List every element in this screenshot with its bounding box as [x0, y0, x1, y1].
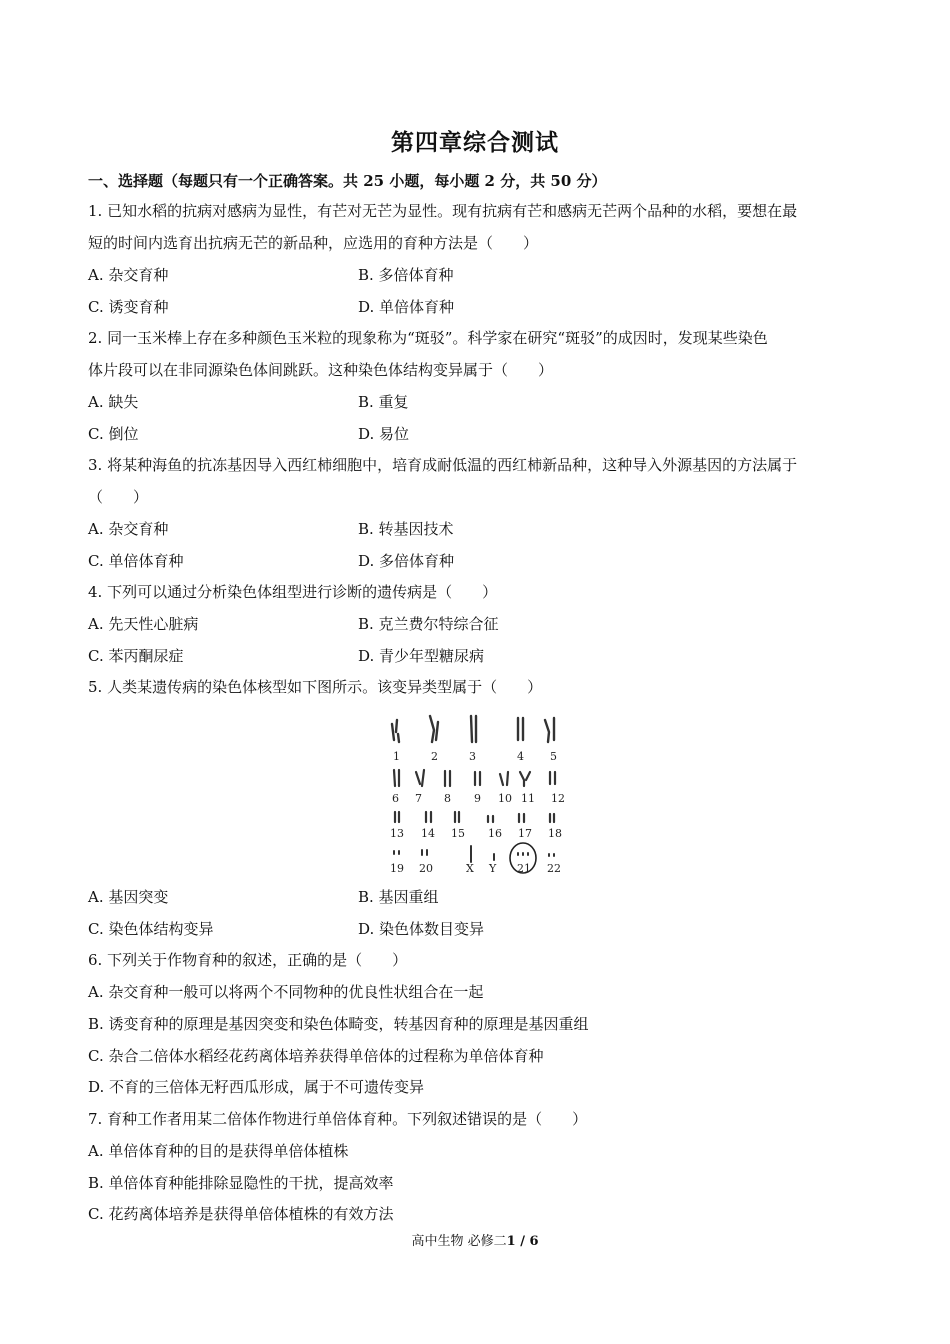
question-2-option-b: B. 重复: [358, 393, 409, 411]
footer-text: 高中生物 必修二: [411, 1234, 507, 1249]
karyotype-label: 17: [518, 827, 532, 840]
question-2-option-c: C. 倒位: [88, 425, 139, 443]
karyotype-label: 5: [550, 750, 557, 763]
karyotype-label: 16: [488, 827, 502, 840]
question-3-option-c: C. 单倍体育种: [88, 552, 184, 570]
question-1-option-a: A. 杂交育种: [88, 266, 169, 284]
karyotype-label: 4: [517, 750, 524, 763]
question-2-option-d: D. 易位: [358, 425, 410, 443]
karyotype-label: 14: [421, 827, 435, 840]
question-7-stem: 7. 育种工作者用某二倍体作物进行单倍体育种。下列叙述错误的是（ ）: [88, 1110, 588, 1128]
karyotype-label: 10: [498, 792, 512, 805]
question-5-option-d: D. 染色体数目变异: [358, 920, 485, 938]
karyotype-label: 9: [474, 792, 481, 805]
karyotype-label: 6: [392, 792, 399, 805]
karyotype-label: 2: [431, 750, 438, 763]
karyotype-chromosomes-row-2: [394, 770, 555, 786]
question-7-option-a: A. 单倍体育种的目的是获得单倍体植株: [88, 1142, 349, 1160]
question-2-stem-line-2: 体片段可以在非同源染色体间跳跃。这种染色体结构变异属于（ ）: [88, 361, 554, 379]
question-6-option-c: C. 杂合二倍体水稻经花药离体培养获得单倍体的过程称为单倍体育种: [88, 1047, 544, 1065]
question-6-stem: 6. 下列关于作物育种的叙述，正确的是（ ）: [88, 951, 408, 969]
karyotype-chromosomes-row-1: [392, 716, 554, 742]
karyotype-label: 7: [415, 792, 422, 805]
karyotype-label: 11: [521, 792, 535, 805]
page-title: 第四章综合测试: [391, 129, 559, 156]
karyotype-label: 18: [548, 827, 562, 840]
karyotype-label: 13: [390, 827, 404, 840]
page-number: 1 / 6: [506, 1234, 539, 1249]
question-5-option-b: B. 基因重组: [358, 888, 439, 906]
question-3-option-a: A. 杂交育种: [88, 520, 169, 538]
karyotype-label: 8: [444, 792, 451, 805]
question-1-option-d: D. 单倍体育种: [358, 298, 455, 316]
karyotype-label: 1: [393, 750, 400, 763]
question-1-stem-line-1: 1. 已知水稻的抗病对感病为显性，有芒对无芒为显性。现有抗病有芒和感病无芒两个品种的水稻，要想在最: [88, 202, 798, 220]
karyotype-labels-row-1: [393, 750, 557, 763]
question-4-option-a: A. 先天性心脏病: [88, 615, 199, 633]
question-5-stem: 5. 人类某遗传病的染色体核型如下图所示。该变异类型属于（ ）: [88, 678, 543, 696]
karyotype-label: Y: [489, 862, 497, 875]
question-1-option-c: C. 诱变育种: [88, 298, 169, 316]
karyotype-label: 21: [517, 862, 531, 875]
page-footer: [0, 1230, 950, 1249]
question-4-option-b: B. 克兰费尔特综合征: [358, 615, 499, 633]
karyotype-label: 3: [469, 750, 476, 763]
question-2-option-a: A. 缺失: [88, 393, 139, 411]
karyotype-label: 15: [451, 827, 465, 840]
karyotype-label: X: [466, 862, 474, 875]
question-3-option-b: B. 转基因技术: [358, 520, 454, 538]
karyotype-chromosomes-row-4: [394, 846, 554, 862]
question-1-stem-line-2: 短的时间内选育出抗病无芒的新品种，应选用的育种方法是（ ）: [88, 234, 539, 252]
karyotype-label: 22: [547, 862, 561, 875]
karyotype-label: 12: [551, 792, 565, 805]
question-2-stem-line-1: 2. 同一玉米棒上存在多种颜色玉米粒的现象称为“斑驳”。科学家在研究“斑驳”的成因时，发现某些染色: [88, 329, 768, 347]
karyotype-label: 20: [419, 862, 433, 875]
question-7-option-b: B. 单倍体育种能排除显隐性的干扰，提高效率: [88, 1174, 394, 1192]
question-4-stem: 4. 下列可以通过分析染色体组型进行诊断的遗传病是（ ）: [88, 583, 498, 601]
karyotype-figure: [382, 708, 572, 880]
question-6-option-d: D. 不育的三倍体无籽西瓜形成，属于不可遗传变异: [88, 1078, 425, 1096]
section-heading: 一、选择题（每题只有一个正确答案。共 25 小题，每小题 2 分，共 50 分）: [88, 172, 607, 190]
karyotype-chromosomes-row-3: [395, 812, 554, 822]
question-5-option-c: C. 染色体结构变异: [88, 920, 214, 938]
question-5-option-a: A. 基因突变: [88, 888, 169, 906]
question-3-stem-line-2: （ ）: [88, 488, 149, 506]
karyotype-label: 19: [390, 862, 404, 875]
karyotype-labels-row-2: [392, 792, 565, 805]
question-6-option-a: A. 杂交育种一般可以将两个不同物种的优良性状组合在一起: [88, 983, 484, 1001]
question-6-option-b: B. 诱变育种的原理是基因突变和染色体畸变，转基因育种的原理是基因重组: [88, 1015, 589, 1033]
question-3-option-d: D. 多倍体育种: [358, 552, 455, 570]
question-4-option-d: D. 青少年型糖尿病: [358, 647, 485, 665]
question-4-option-c: C. 苯丙酮尿症: [88, 647, 184, 665]
karyotype-labels-row-3: [390, 827, 562, 840]
question-3-stem-line-1: 3. 将某种海鱼的抗冻基因导入西红柿细胞中，培育成耐低温的西红柿新品种，这种导入外源基因的方法属于: [88, 456, 798, 474]
question-1-option-b: B. 多倍体育种: [358, 266, 454, 284]
question-7-option-c: C. 花药离体培养是获得单倍体植株的有效方法: [88, 1205, 394, 1223]
